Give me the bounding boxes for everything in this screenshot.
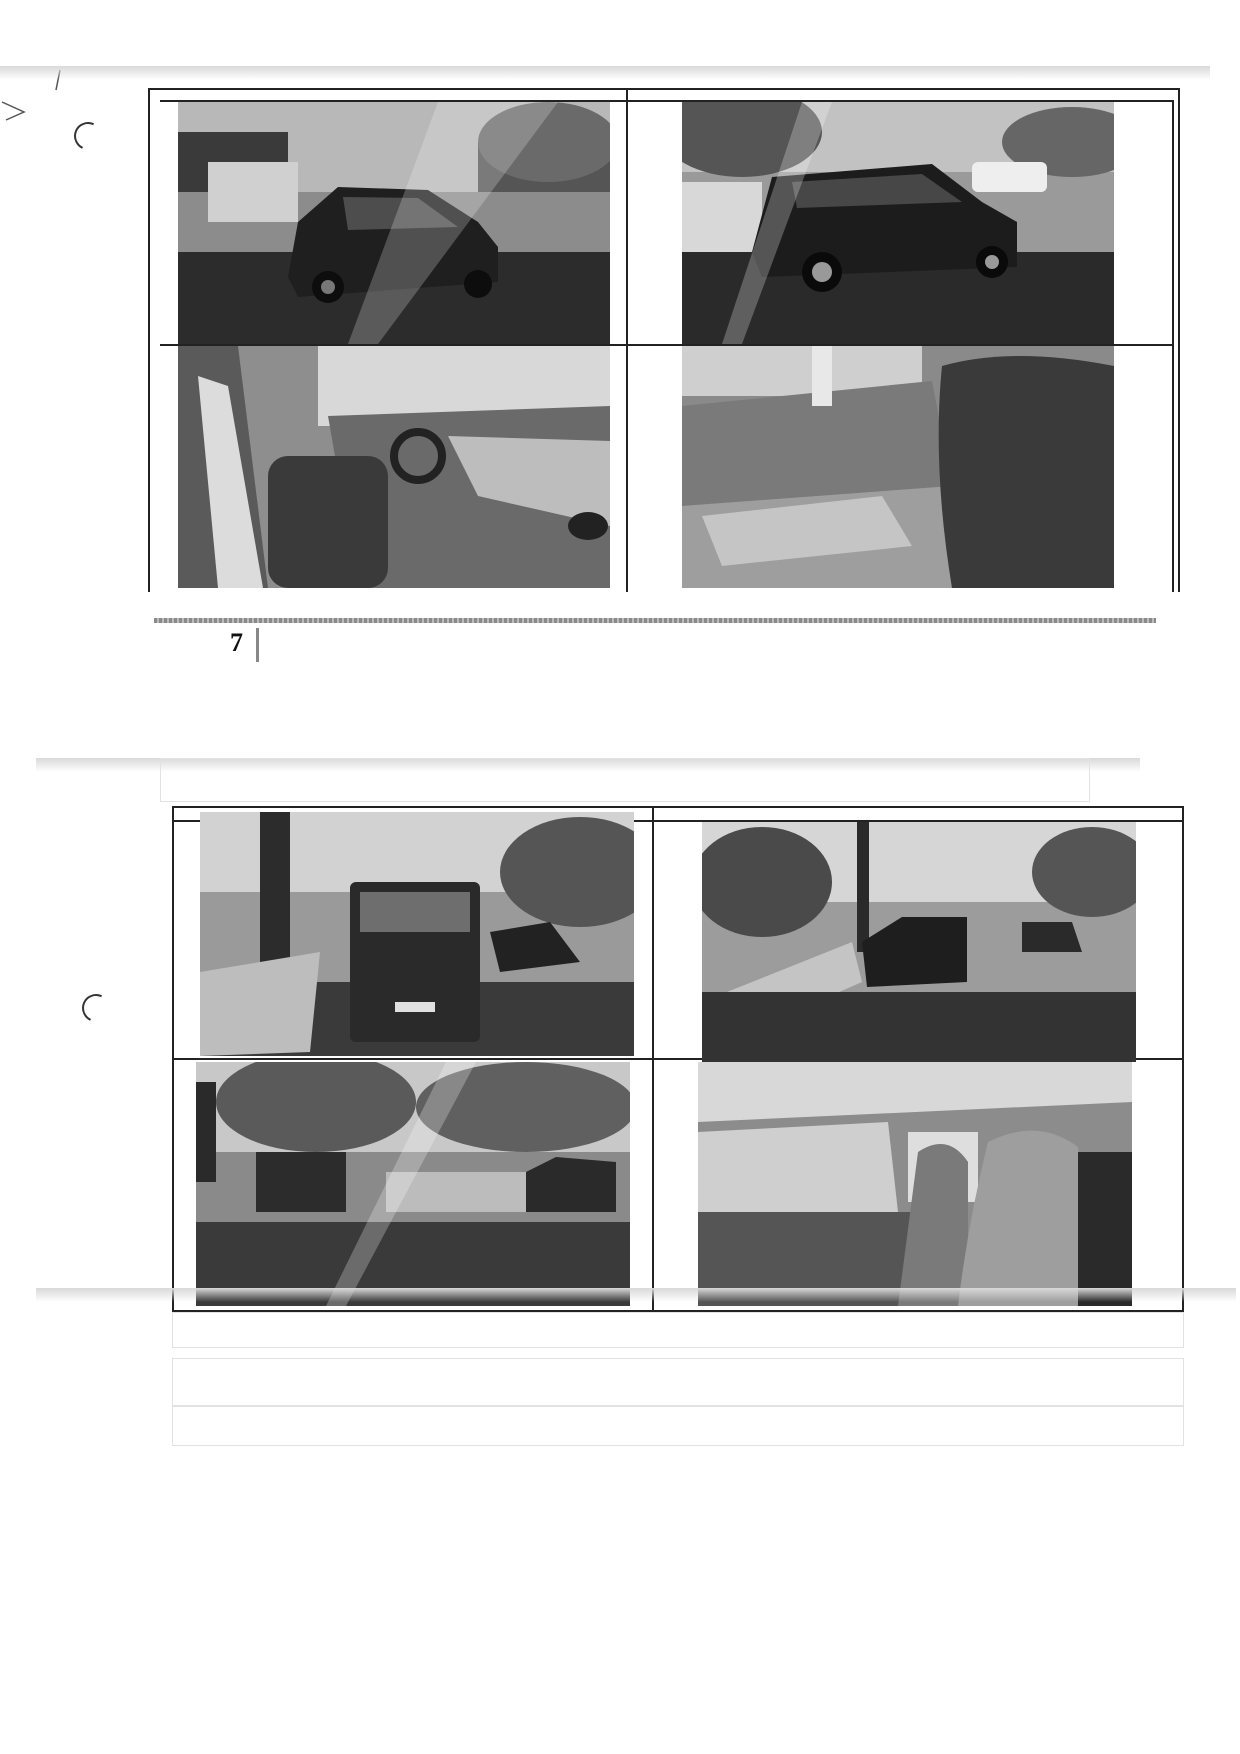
sheet-2-header [190, 790, 490, 804]
page-edge-bottom [36, 1288, 1236, 1302]
page-number: 7 [230, 628, 243, 657]
photo-van-interior [698, 1062, 1132, 1306]
faint-table-row-2 [172, 1358, 1184, 1406]
photo-vehicles-yard [196, 1062, 630, 1306]
faint-table-row-3 [172, 1406, 1184, 1446]
faint-table-row-1 [172, 1312, 1184, 1348]
photo-van-side [702, 822, 1136, 1062]
photo-van-front [200, 812, 634, 1056]
